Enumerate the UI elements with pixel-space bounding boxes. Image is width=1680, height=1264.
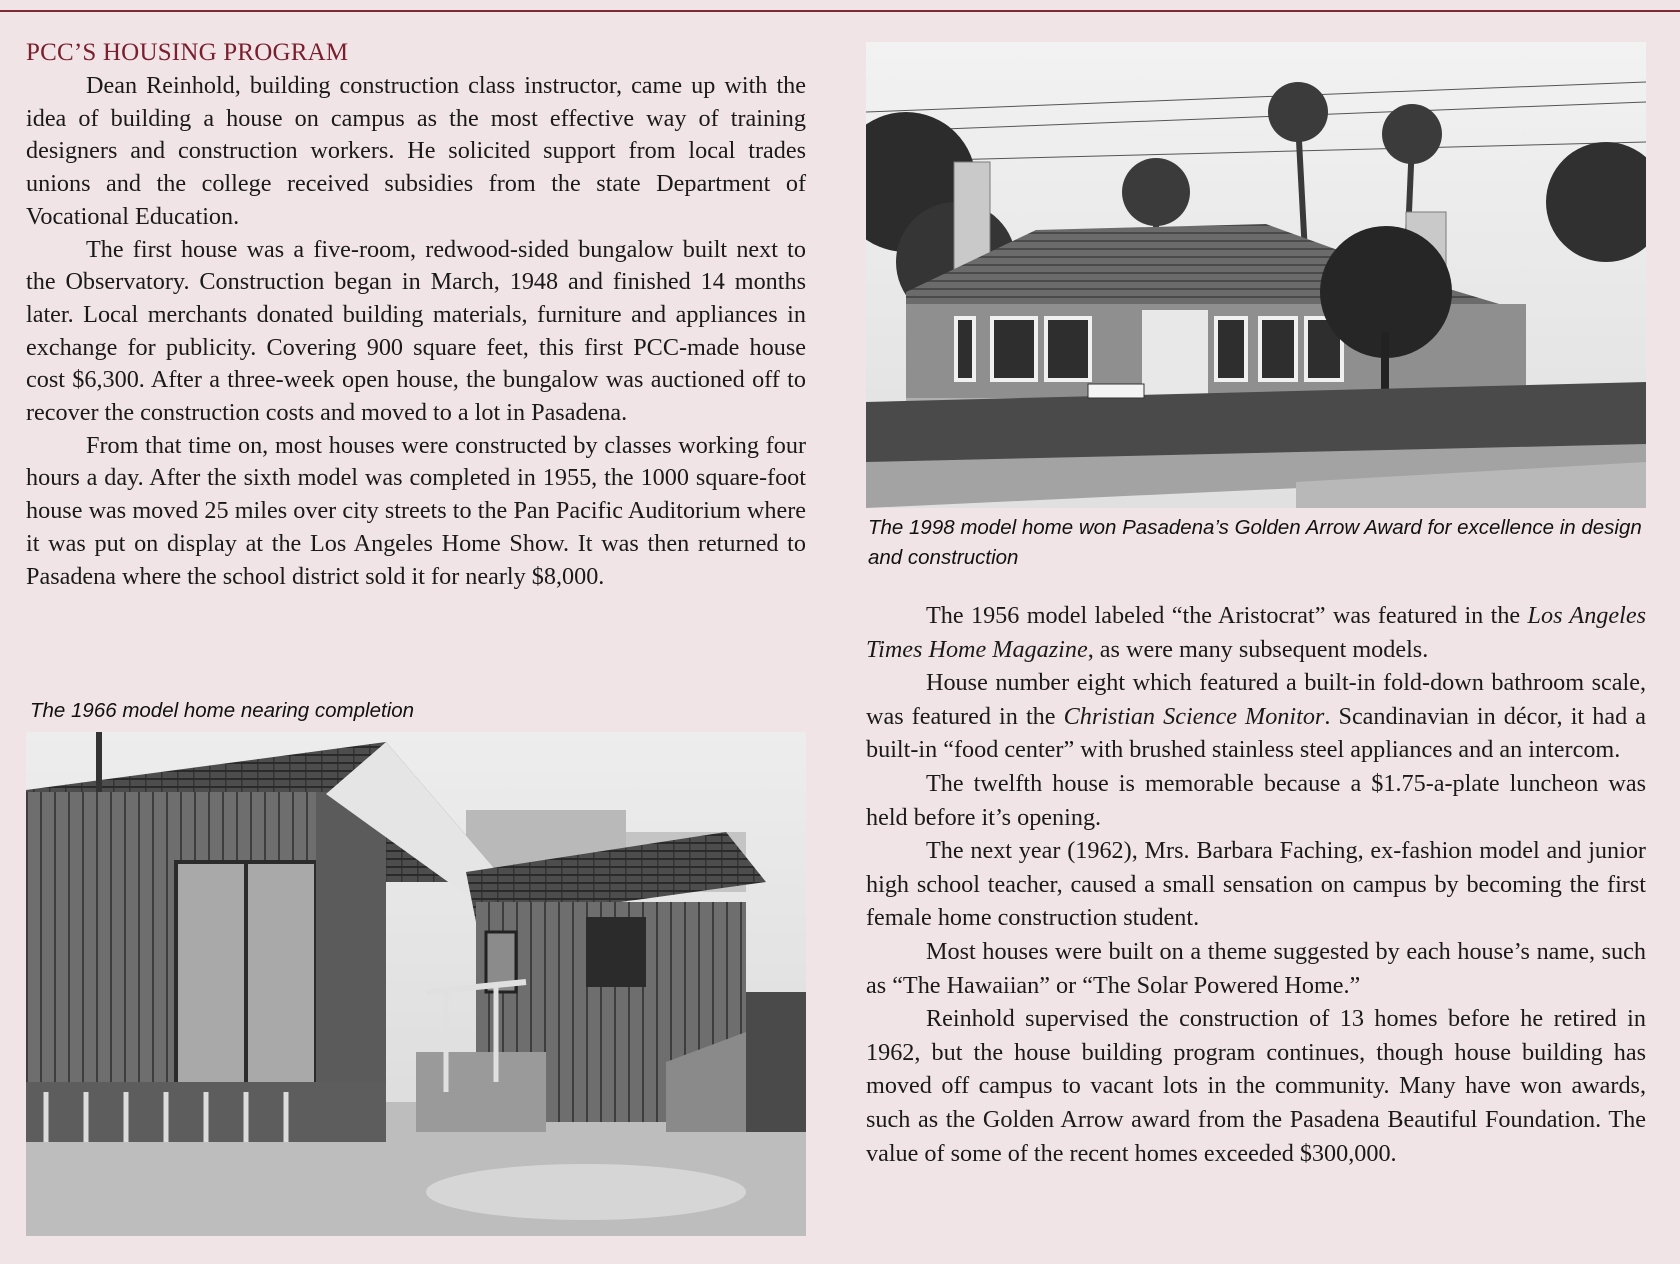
publication-title: Christian Science Monitor [1063,702,1325,730]
paragraph: The next year (1962), Mrs. Barbara Faching, ex-fashion model and junior high school teacher, caused a small sensation on campus by becoming the first female home construction student. [866,837,1646,932]
photo-caption-1966: The 1966 model home nearing completion [30,699,415,722]
photo-caption-1998: The 1998 model home won Pasadena’s Golden Arrow Award for excellence in design and construction [868,516,1642,569]
paragraph: Dean Reinhold, building construction class instructor, came up with the idea of building a house on campus as the most effective way of training designers and construction workers. He solicited support from local trades unions and the college received subsidies from the state Department of Vocational Education. [26,72,806,230]
house-under-construction-image [26,732,806,1236]
top-rule [0,0,1680,12]
photo-1998-model-home [866,42,1646,508]
award-winning-house-image [866,42,1646,508]
left-column [26,36,806,593]
section-heading: PCC’S HOUSING PROGRAM [26,39,349,66]
paragraph: The 1956 model labeled “the Aristocrat” was featured in the Los Angeles Times Home Magazine, as were many subsequent models. [866,602,1647,663]
paragraph: Most houses were built on a theme suggested by each house’s name, such as “The Hawaiian” or “The Solar Powered Home.” [866,937,1646,999]
right-body [866,599,1646,1170]
publication-title: Los Angeles Times Home Magazine [866,602,1647,663]
paragraph: From that time on, most houses were constructed by classes working four hours a day. After the sixth model was completed in 1955, the 1000 square-foot house was moved 25 miles over city streets to the Pan Pacific Auditorium where it was put on display at the Los Angeles Home Show. It was then returned to Pasadena where the school district sold it for nearly $8,000. [26,431,806,590]
paragraph: House number eight which featured a built-in fold-down bathroom scale, was featured in the Christian Science Monitor. Scandinavian in décor, it had a built-in “food center” with brushed stainless steel appliances and an intercom. [866,669,1646,764]
paragraph: The first house was a five-room, redwood-sided bungalow built next to the Observatory. Construction began in March, 1948 and finished 14 months later. Local merchants donated building materials, furniture and appliances in exchange for publicity. Covering 900 square feet, this first PCC-made house cost $6,300. After a three-week open house, the bungalow was auctioned off to recover the construction costs and moved to a lot in Pasadena. [26,235,806,427]
left-body [26,70,806,593]
paragraph: Reinhold supervised the construction of 13 homes before he retired in 1962, but the house building program continues, though house building has moved off campus to vacant lots in the community. Many have won awards, such as the Golden Arrow award from the Pasadena Beautiful Foundation. The value of some of the recent homes exceeded $300,000. [866,1005,1646,1167]
paragraph: The twelfth house is memorable because a $1.75-a-plate luncheon was held before it’s opening. [866,769,1646,831]
photo-1966-model-home [26,732,806,1236]
